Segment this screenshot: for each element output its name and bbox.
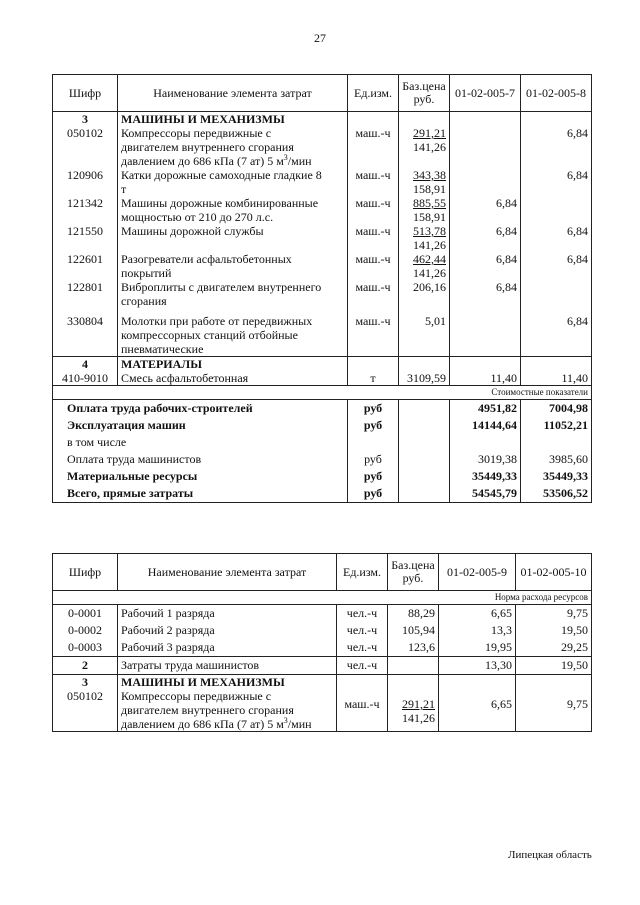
resource-code: 0-0002: [53, 622, 118, 639]
table-row: [53, 252, 592, 280]
norm-row: [53, 591, 592, 605]
resource-name: Виброплиты с двигателем внутреннего: [121, 280, 322, 294]
resource-name-line: двигателем внутреннего сгорания: [121, 703, 294, 717]
base-price: 291,21: [402, 697, 435, 711]
base-price: 291,21: [413, 126, 446, 140]
unit-cell: маш.-ч: [348, 308, 399, 357]
summary-row: [53, 451, 592, 468]
table2-header-row: [53, 554, 592, 591]
col-header-name: Наименование элемента затрат: [118, 75, 348, 112]
value-9: 19,95: [439, 639, 516, 657]
resource-name: Рабочий 3 разряда: [118, 639, 337, 657]
section-number: 4: [53, 357, 118, 372]
table-row: [53, 371, 592, 386]
table-row: [53, 168, 592, 196]
resource-code: 121550: [67, 224, 103, 238]
summary-value-7: 3019,38: [450, 451, 521, 468]
section-row-machinists: [53, 657, 592, 675]
section-row-machines: [53, 112, 592, 127]
value-8: 11,40: [521, 371, 592, 386]
resource-name-line: компрессорных станций отбойные: [121, 328, 298, 342]
table-row: [53, 126, 592, 168]
table-row: [53, 308, 592, 357]
resource-name: Молотки при работе от передвижных: [121, 314, 313, 328]
base-price: 5,01: [425, 314, 446, 328]
unit-cell: маш.-ч: [348, 126, 399, 168]
base-price-machinist: 141,26: [413, 140, 446, 154]
unit-cell: чел.-ч: [337, 657, 388, 675]
col-header-price: Баз.цена руб.: [388, 554, 439, 591]
value-8: 6,84: [521, 252, 592, 280]
table-row: [53, 689, 592, 732]
summary-row: [53, 434, 592, 451]
col-header-8: 01-02-005-8: [521, 75, 592, 112]
resource-code: 050102: [67, 126, 103, 140]
base-price: 513,78: [413, 224, 446, 238]
summary-row: [53, 468, 592, 485]
unit-cell: чел.-ч: [337, 639, 388, 657]
unit-cell: чел.-ч: [337, 622, 388, 639]
section-number: 2: [53, 657, 118, 675]
table-row: [53, 280, 592, 308]
unit-cell: маш.-ч: [348, 252, 399, 280]
unit-cell: т: [348, 371, 399, 386]
value-7: 11,40: [450, 371, 521, 386]
resource-name: Разогреватели асфальтобетонных: [121, 252, 292, 266]
summary-value-8: 7004,98: [521, 400, 592, 418]
resource-name: Рабочий 2 разряда: [118, 622, 337, 639]
base-price-machinist: 158,91: [413, 182, 446, 196]
resource-name-line: т: [121, 182, 127, 196]
resource-name: Машины дорожные комбинированные: [121, 196, 319, 210]
resource-code: 050102: [67, 689, 103, 703]
unit-cell: маш.-ч: [348, 224, 399, 252]
table1-header-row: [53, 75, 592, 112]
resource-name: Рабочий 1 разряда: [118, 605, 337, 623]
section-title: МАШИНЫ И МЕХАНИЗМЫ: [118, 675, 337, 690]
summary-value-8: [521, 434, 592, 451]
summary-value-7: [450, 434, 521, 451]
resource-code: 330804: [67, 314, 103, 328]
summary-row: [53, 400, 592, 418]
superscript: 3: [283, 153, 288, 162]
base-price: 123,6: [388, 639, 439, 657]
unit-cell: маш.-ч: [348, 168, 399, 196]
section-title: МАТЕРИАЛЫ: [118, 357, 348, 372]
resource-name: Смесь асфальтобетонная: [118, 371, 348, 386]
summary-value-8: 35449,33: [521, 468, 592, 485]
summary-value-8: 3985,60: [521, 451, 592, 468]
base-price: 206,16: [413, 280, 446, 294]
value-7: [450, 126, 521, 168]
value-10: 19,50: [516, 657, 592, 675]
value-8: 6,84: [521, 168, 592, 196]
value-8: 6,84: [521, 126, 592, 168]
resource-name: Машины дорожной службы: [121, 224, 264, 238]
resource-name-line: покрытий: [121, 266, 172, 280]
cost-indicators-label: Стоимостные показатели: [53, 386, 592, 400]
value-9: 6,65: [439, 689, 516, 732]
resource-name: Компрессоры передвижные с: [121, 126, 272, 140]
section-title: Затраты труда машинистов: [118, 657, 337, 675]
resource-code: 122601: [67, 252, 103, 266]
resource-code: 121342: [67, 196, 103, 210]
summary-value-8: 11052,21: [521, 417, 592, 434]
table-row: [53, 605, 592, 623]
value-10: 9,75: [516, 605, 592, 623]
summary-label: Всего, прямые затраты: [53, 485, 348, 503]
resource-name: Катки дорожные самоходные гладкие 8: [121, 168, 322, 182]
section-number: 3: [53, 675, 118, 690]
value-8: [521, 280, 592, 308]
table-row: [53, 196, 592, 224]
value-7: [450, 308, 521, 357]
table-row: [53, 639, 592, 657]
summary-unit: руб: [348, 417, 399, 434]
section-number: 3: [53, 112, 118, 127]
unit-cell: чел.-ч: [337, 605, 388, 623]
base-price: 88,29: [388, 605, 439, 623]
summary-unit: руб: [348, 451, 399, 468]
base-price-machinist: 141,26: [413, 238, 446, 252]
col-header-unit: Ед.изм.: [337, 554, 388, 591]
section-row-machines: [53, 675, 592, 690]
unit-cell: маш.-ч: [348, 280, 399, 308]
summary-row: [53, 417, 592, 434]
value-7: 6,84: [450, 224, 521, 252]
resource-name: Компрессоры передвижные с: [121, 689, 272, 703]
value-8: 6,84: [521, 224, 592, 252]
base-price-machinist: 158,91: [413, 210, 446, 224]
summary-label: Эксплуатация машин: [53, 417, 348, 434]
base-price: 462,44: [413, 252, 446, 266]
resource-code: 0-0003: [53, 639, 118, 657]
col-header-7: 01-02-005-7: [450, 75, 521, 112]
value-7: 6,84: [450, 196, 521, 224]
cost-table-1: [52, 74, 592, 503]
summary-value-8: 53506,52: [521, 485, 592, 503]
resource-name-line: пневматические: [121, 342, 204, 356]
base-price: 343,38: [413, 168, 446, 182]
value-7: [450, 168, 521, 196]
summary-row: [53, 485, 592, 503]
summary-value-7: 14144,64: [450, 417, 521, 434]
value-7: 6,84: [450, 280, 521, 308]
resource-code: 410-9010: [53, 371, 118, 386]
norm-label: Норма расхода ресурсов: [53, 591, 592, 605]
value-10: 9,75: [516, 689, 592, 732]
value-10: 29,25: [516, 639, 592, 657]
summary-label: Материальные ресурсы: [53, 468, 348, 485]
col-header-price: Баз.цена руб.: [399, 75, 450, 112]
col-header-name: Наименование элемента затрат: [118, 554, 337, 591]
value-9: 13,3: [439, 622, 516, 639]
value-9: 6,65: [439, 605, 516, 623]
resource-code: 122801: [67, 280, 103, 294]
base-price: 105,94: [388, 622, 439, 639]
summary-label: Оплата труда рабочих-строителей: [53, 400, 348, 418]
value-7: 6,84: [450, 252, 521, 280]
base-price: 3109,59: [399, 371, 450, 386]
resource-code: 0-0001: [53, 605, 118, 623]
resource-name-line: /мин: [287, 154, 312, 168]
summary-value-7: 35449,33: [450, 468, 521, 485]
unit-cell: маш.-ч: [348, 196, 399, 224]
resource-code: 120906: [67, 168, 103, 182]
value-8: [521, 196, 592, 224]
section-title: МАШИНЫ И МЕХАНИЗМЫ: [118, 112, 348, 127]
summary-unit: руб: [348, 468, 399, 485]
resource-name-line: /мин: [287, 717, 312, 731]
summary-unit: руб: [348, 400, 399, 418]
col-header-code: Шифр: [53, 554, 118, 591]
base-price-machinist: 141,26: [402, 711, 435, 725]
summary-value-7: 54545,79: [450, 485, 521, 503]
summary-label: Оплата труда машинистов: [53, 451, 348, 468]
cost-table-2: [52, 553, 592, 732]
value-10: 19,50: [516, 622, 592, 639]
summary-value-7: 4951,82: [450, 400, 521, 418]
table-row: [53, 622, 592, 639]
value-8: 6,84: [521, 308, 592, 357]
resource-name-line: двигателем внутреннего сгорания: [121, 140, 294, 154]
cost-indicators-row: [53, 386, 592, 400]
base-price-machinist: 141,26: [413, 266, 446, 280]
summary-unit: руб: [348, 485, 399, 503]
col-header-9: 01-02-005-9: [439, 554, 516, 591]
unit-cell: маш.-ч: [337, 689, 388, 732]
col-header-unit: Ед.изм.: [348, 75, 399, 112]
value-9: 13,30: [439, 657, 516, 675]
superscript: 3: [283, 716, 288, 725]
resource-name-line: давлением до 686 кПа (7 ат) 5 м: [121, 717, 284, 731]
resource-name-line: давлением до 686 кПа (7 ат) 5 м: [121, 154, 284, 168]
footer-region: Липецкая область: [508, 849, 592, 861]
summary-unit: [348, 434, 399, 451]
col-header-code: Шифр: [53, 75, 118, 112]
resource-name-line: мощностью от 210 до 270 л.с.: [121, 210, 274, 224]
base-price: 885,55: [413, 196, 446, 210]
summary-label: в том числе: [53, 434, 348, 451]
section-row-materials: [53, 357, 592, 372]
table-row: [53, 224, 592, 252]
resource-name-line: сгорания: [121, 294, 167, 308]
page-number: 27: [314, 31, 326, 45]
col-header-10: 01-02-005-10: [516, 554, 592, 591]
